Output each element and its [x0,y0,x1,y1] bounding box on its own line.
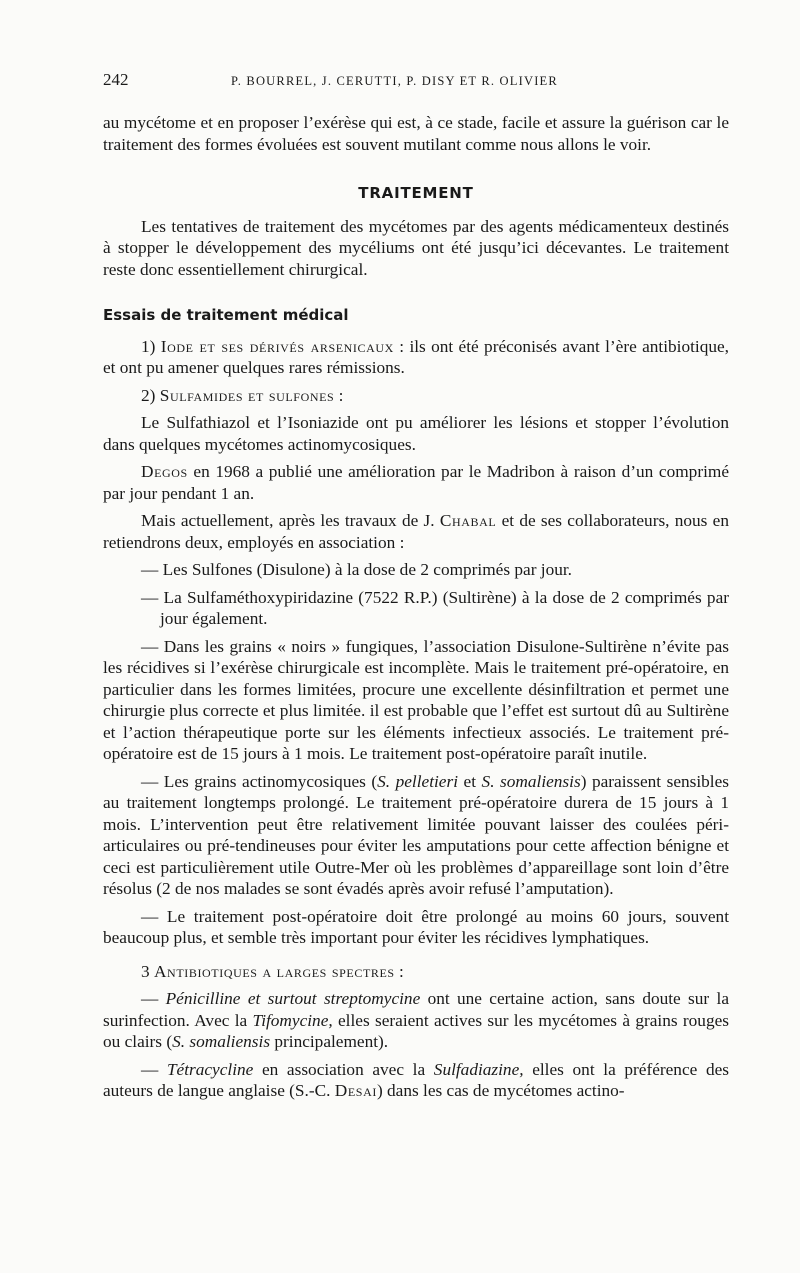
author-chabal: Chabal [439,511,497,530]
penicilline-text-c: principalement). [270,1032,389,1051]
post-operatoire-paragraph: — Le traitement post-opératoire doit être prolongé au moins 60 jours, souvent beaucoup plus, et semble très important pour éviter les récidives lymphatiques. [103,906,729,947]
item-2-heading: Sulfamides et sulfones [159,385,335,405]
item-1-number: 1) [141,336,156,356]
item-3-text: : [394,961,404,981]
chabal-after: et de ses collaborateurs, nous en retiendrons deux, employés en association : [103,511,729,552]
sulfathiazol-paragraph: Le Sulfathiazol et l’Isoniazide ont pu améliorer les lésions et stopper l’évolution dans quelques mycétomes actinomycosiques. [103,413,729,454]
dash-item-sulfones: — Les Sulfones (Disulone) à la dose de 2 comprimés par jour. [141,560,572,579]
running-head: P. BOURREL, J. CERUTTI, P. DISY ET R. OLIVIER [231,74,558,88]
item-3-paragraph [103,961,729,983]
item-1-paragraph [103,336,729,379]
drug-tetracycline: Tétracycline [166,1059,254,1079]
grains-noirs-paragraph: — Dans les grains « noirs » fungiques, l’association Disulone-Sultirène n’évite pas les récidives si l’exérèse chirurgicale est incomplète. Mais le traitement pré-opératoire, en particulier dans les formes limitées, procure une excellente désinfiltration et permet une chirurgie plus correcte et plus limitée. il est probable que l’effet est surtout dû au Sultirène et l’action thérapeutique porte sur les éléments infectieux associés. Le traitement pré-opératoire est de 15 jours à 1 mois. Le traitement post-opératoire paraît inutile. [103,636,729,763]
intro-paragraph: au mycétome et en proposer l’exérèse qui est, à ce stade, facile et assure la guérison car le traitement des formes évoluées est souvent mutilant comme nous allons le voir. [103,113,729,154]
tetracycline-dash: — [141,1059,167,1079]
item-1-heading: Iode et ses dérivés arsenicaux [160,336,394,356]
drug-penicilline: Pénicilline et surtout streptomycine [165,989,421,1008]
penicilline-dash: — [141,989,166,1008]
species-pelletieri: S. pelletieri [377,771,459,791]
actino-text-b: et [458,771,482,791]
item-1-text: : ils ont été préconisés avant l’ère antibiotique, et ont pu amener quelques rares rémissions. [103,336,729,377]
degos-paragraph [103,461,729,504]
tetracycline-paragraph [103,1059,729,1102]
penicilline-paragraph [103,988,729,1053]
degos-text: en 1968 a publié une amélioration par le Madribon à raison d’un comprimé par jour pendant 1 an. [103,462,729,503]
drug-tifomycine: Tifomycine, [252,1010,333,1030]
item-2-paragraph [103,385,729,407]
item-2-text: : [334,385,344,405]
item-3-heading: Antibiotiques a larges spectres [153,961,395,981]
actino-text-a: — Les grains actinomycosiques ( [141,771,378,791]
grains-actinomycosiques-paragraph [103,771,729,900]
species-somaliensis-2: S. somaliensis [172,1032,271,1051]
subsection-title: Essais de traitement médical [103,306,349,324]
section-title: TRAITEMENT [358,184,474,202]
species-somaliensis: S. somaliensis [481,771,581,791]
author-degos: Degos [141,462,188,481]
item-2-number: 2) [141,385,156,405]
tetracycline-text-c: ) dans les cas de mycétomes actino- [376,1081,625,1100]
dash-item-sulfamethoxypiridazine: — La Sulfaméthoxypiridazine (7522 R.P.) (Sultirène) à la dose de 2 comprimés par jour également. [141,587,729,628]
penicilline-text-b: elles seraient actives sur les mycétomes à grains rouges ou clairs ( [103,1010,729,1051]
chabal-paragraph [103,510,729,553]
tetracycline-text-a: en association avec la [253,1059,434,1079]
body-text [103,112,729,1102]
actino-text-c: ) paraissent sensibles au traitement longtemps prolongé. Le traitement pré-opératoire durera de 15 jours à 1 mois. L’intervention peut être relativement limitée pouvant laisser des coulées péri-articulaires ou pré-tendineuses pour éviter les amputations pour cette affection bénigne et ceci est particulièrement utile Outre-Mer où les problèmes d’appareillage sont loin d’être résolus (2 de nos malades se sont évadés après avoir refusé l’amputation). [103,771,729,898]
page-header [103,70,729,94]
penicilline-text-a: ont une certaine action, sans doute sur la surinfection. Avec la [103,989,729,1030]
chabal-before: Mais actuellement, après les travaux de J. [141,511,440,530]
author-desai: Desai [334,1081,377,1100]
item-3-number: 3 [141,961,150,981]
tetracycline-text-b: elles ont la préférence des auteurs de langue anglaise (S.-C. [103,1059,729,1100]
page-number: 242 [103,70,129,89]
drug-sulfadiazine: Sulfadiazine, [433,1059,524,1079]
traitement-paragraph: Les tentatives de traitement des mycétomes par des agents médicamenteux destinés à stopper le développement des mycéliums ont été jusqu’ici décevantes. Le traitement reste donc essentiellement chirurgical. [103,216,729,279]
